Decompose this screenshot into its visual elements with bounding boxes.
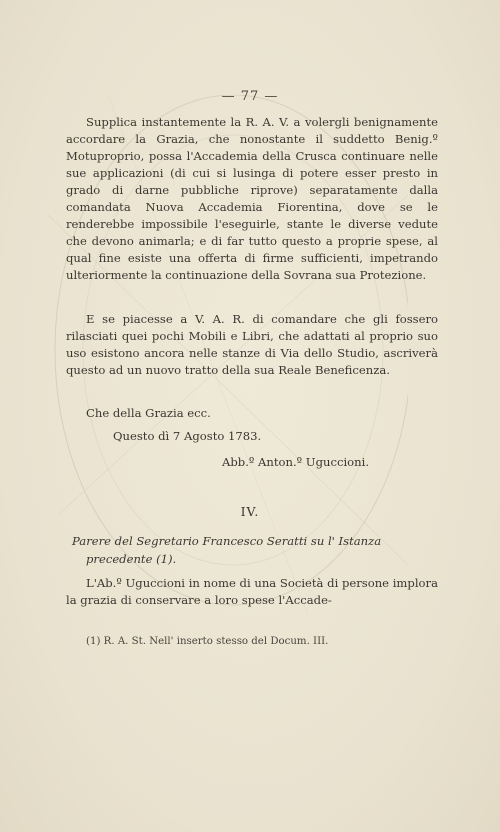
section-title [66, 532, 438, 568]
letter-date: Questo dì 7 Agosto 1783. [113, 429, 262, 443]
section-title-line-2: precedente (1). [86, 552, 177, 566]
page-number: — 77 — [221, 89, 279, 104]
paragraph-uguccioni: L'Ab.º Uguccioni in nome di una Società di persone implora la grazia di conservare a loro spese l'Accade- [66, 576, 438, 607]
paragraph-mobili-libri: E se piacesse a V. A. R. di comandare che gli fossero rilasciati quei pochi Mobili e Libri, che adattati al proprio suo uso esistono ancora nelle stanze di Via dello Studio, ascriverà questo ad un nuovo tratto della sua Reale Beneficenza. [66, 312, 438, 377]
section-title-line-1: Parere del Segretario Francesco Seratti su l' Istanza [72, 534, 382, 548]
letter-signature: Abb.º Anton.º Uguccioni. [222, 455, 369, 469]
paragraph-grazia: Che della Grazia ecc. [86, 406, 211, 420]
footnote: (1) R. A. St. Nell' inserto stesso del Docum. III. [86, 636, 329, 647]
paragraph-supplica: Supplica instantemente la R. A. V. a volergli benignamente accordare la Grazia, che nonostante il suddetto Benig.º Motuproprio, possa l'Accademia della Crusca continuare nelle sue applicazioni (di cui si lusinga di potere esser presto in grado di darne pubbliche riprove) separatamente dalla comandata Nuova Accademia Fiorentina, dove se le renderebbe impossibile l'eseguirle, stante le diverse vedute che devono animarla; e di far tutto questo a proprie spese, al qual fine esiste una offerta di firme sufficienti, impetrando ulteriormente la continuazione della Sovrana sua Protezione. [66, 115, 438, 282]
section-numeral: IV. [240, 504, 260, 519]
